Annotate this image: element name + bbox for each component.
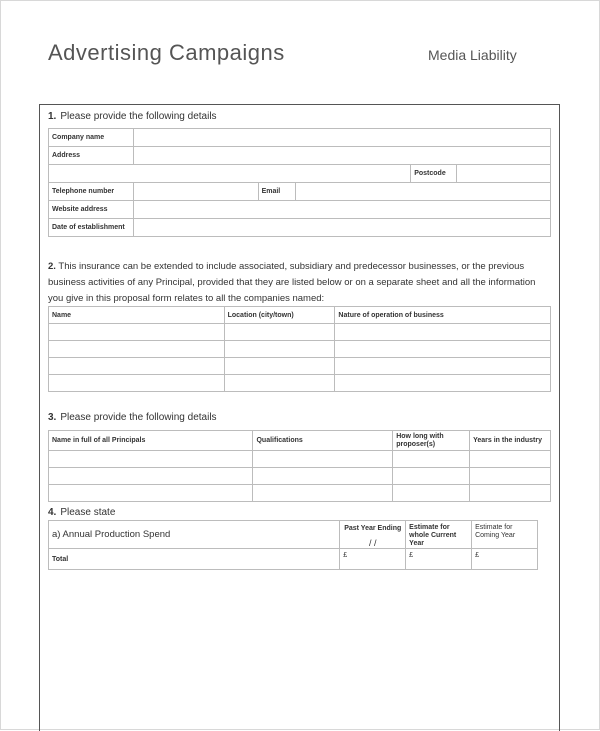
table-cell[interactable]	[49, 341, 225, 358]
website-field[interactable]	[133, 201, 550, 219]
col-how-long-header: How long with proposer(s)	[393, 431, 470, 451]
table-cell[interactable]	[470, 468, 551, 485]
table-cell[interactable]	[224, 341, 335, 358]
past-year-ending-cell[interactable]	[340, 521, 406, 549]
company-name-field[interactable]	[133, 129, 550, 147]
table-row	[49, 468, 551, 485]
table-cell[interactable]	[470, 485, 551, 502]
email-field[interactable]	[295, 183, 550, 201]
section-4-number: 4.	[48, 507, 57, 518]
telephone-field[interactable]	[133, 183, 258, 201]
section-2-number: 2.	[48, 261, 56, 272]
table-cell[interactable]	[335, 341, 551, 358]
address-field[interactable]	[133, 147, 550, 165]
establishment-field[interactable]	[133, 219, 550, 237]
website-label: Website address	[49, 201, 134, 219]
currency-symbol: £	[343, 552, 348, 559]
col-qualifications-header: Qualifications	[253, 431, 393, 451]
current-year-estimate-label: Estimate for whole Current Year	[406, 521, 472, 549]
table-cell[interactable]	[49, 375, 225, 392]
col-location-header: Location (city/town)	[224, 307, 335, 324]
telephone-label: Telephone number	[49, 183, 134, 201]
table-cell[interactable]	[253, 468, 393, 485]
section-3-text: Please provide the following details	[60, 412, 217, 423]
table-cell[interactable]	[224, 358, 335, 375]
table-cell[interactable]	[253, 485, 393, 502]
table-cell[interactable]	[49, 324, 225, 341]
section-4-text: Please state	[60, 507, 116, 518]
table-cell[interactable]	[224, 375, 335, 392]
document-subtitle: Media Liability	[428, 47, 517, 63]
section-1-text: Please provide the following details	[60, 111, 217, 122]
past-year-ending-label: Past Year Ending	[344, 525, 402, 532]
col-name-header: Name	[49, 307, 225, 324]
postcode-field[interactable]	[457, 165, 551, 183]
postcode-label: Postcode	[411, 165, 457, 183]
address-label: Address	[49, 147, 134, 165]
table-cell[interactable]	[253, 451, 393, 468]
col-principal-name-header: Name in full of all Principals	[49, 431, 253, 451]
total-label: Total	[49, 549, 340, 570]
principals-table	[48, 430, 551, 502]
table-cell[interactable]	[393, 485, 470, 502]
address-line-2-field[interactable]	[49, 165, 411, 183]
coming-year-total-field[interactable]	[472, 549, 538, 570]
table-row	[49, 324, 551, 341]
table-cell[interactable]	[470, 451, 551, 468]
company-name-label: Company name	[49, 129, 134, 147]
col-years-header: Years in the industry	[470, 431, 551, 451]
currency-symbol: £	[475, 552, 479, 559]
section-1-heading	[48, 111, 217, 122]
table-cell[interactable]	[49, 468, 253, 485]
section-4-heading	[48, 507, 115, 518]
past-year-total-field[interactable]	[340, 549, 406, 570]
table-row	[49, 375, 551, 392]
table-row	[49, 485, 551, 502]
table-row	[49, 358, 551, 375]
section-3-number: 3.	[48, 412, 57, 423]
annual-production-spend-label: a) Annual Production Spend	[49, 521, 340, 549]
table-cell[interactable]	[224, 324, 335, 341]
table-cell[interactable]	[393, 468, 470, 485]
production-spend-table	[48, 520, 538, 570]
table-cell[interactable]	[335, 358, 551, 375]
establishment-label: Date of establishment	[49, 219, 134, 237]
table-cell[interactable]	[49, 485, 253, 502]
coming-year-estimate-label: Estimate for Coming Year	[472, 521, 538, 549]
table-cell[interactable]	[335, 324, 551, 341]
table-cell[interactable]	[393, 451, 470, 468]
section-2-paragraph	[48, 259, 548, 307]
past-year-date-slots: / /	[368, 538, 377, 548]
section-2-text: This insurance can be extended to include associated, subsidiary and predecessor businesses, or the previous business activities of any Principal, provided that they are listed below or on a separate sheet and all the information you give in this proposal form relates to all the companies named:	[48, 261, 536, 304]
email-label: Email	[258, 183, 295, 201]
current-year-total-field[interactable]	[406, 549, 472, 570]
table-row	[49, 341, 551, 358]
associated-businesses-table	[48, 306, 551, 392]
document-title: Advertising Campaigns	[48, 40, 285, 65]
section-1-number: 1.	[48, 111, 57, 122]
company-details-table	[48, 128, 551, 237]
table-cell[interactable]	[335, 375, 551, 392]
table-row	[49, 451, 551, 468]
col-nature-header: Nature of operation of business	[335, 307, 551, 324]
section-3-heading	[48, 412, 217, 423]
table-cell[interactable]	[49, 451, 253, 468]
currency-symbol: £	[409, 552, 414, 559]
table-cell[interactable]	[49, 358, 225, 375]
